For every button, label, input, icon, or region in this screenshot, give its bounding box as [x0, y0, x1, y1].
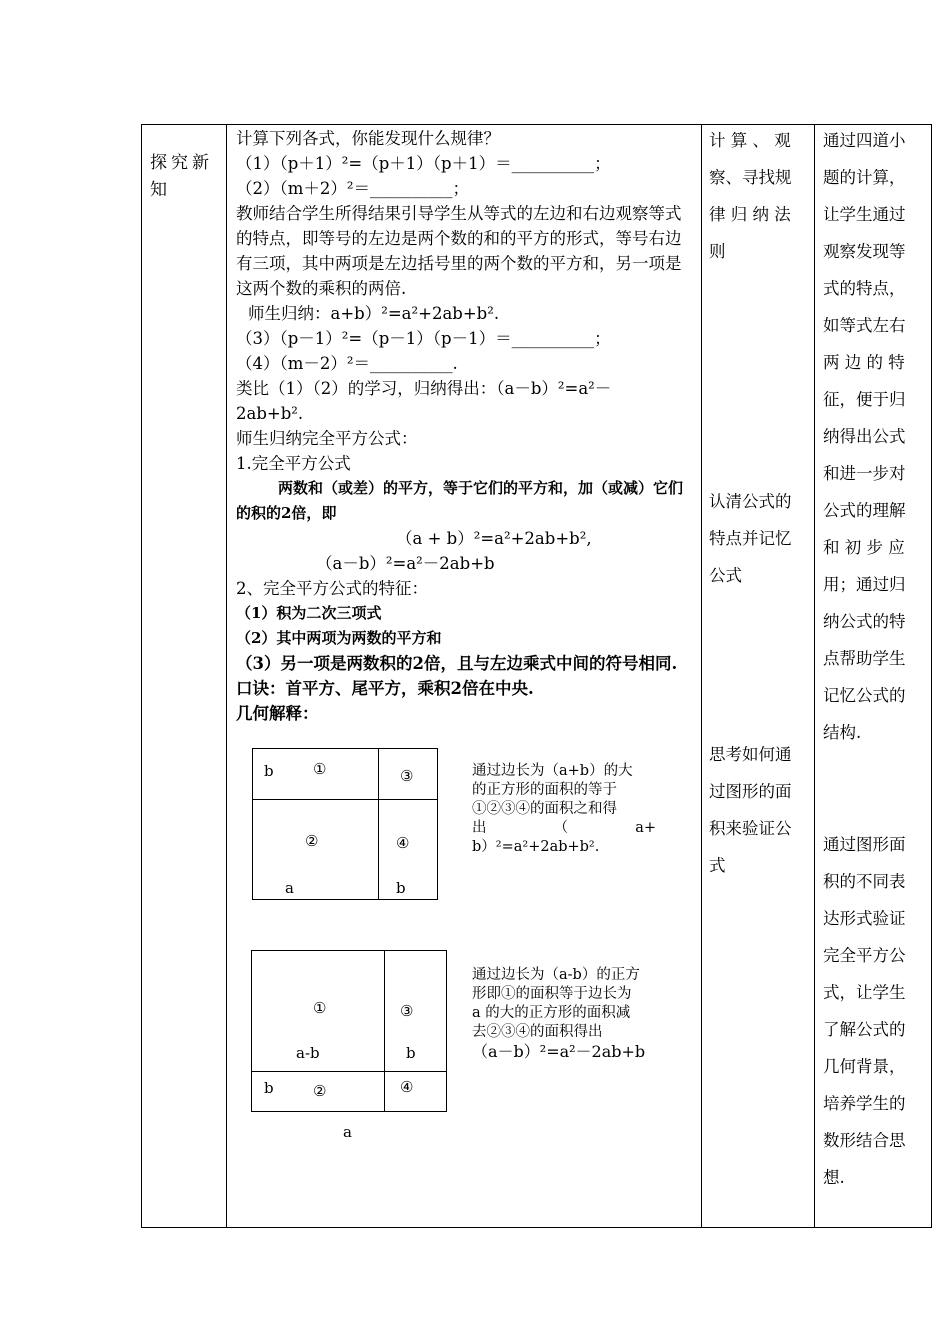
student-activity-2 — [709, 483, 809, 594]
caption-line: 去②③④的面积得出 — [472, 1024, 603, 1040]
diagram-2-caption — [472, 966, 672, 1061]
region-1-label: ① — [313, 999, 327, 1017]
region-3-label: ③ — [400, 1002, 414, 1020]
diagram-line — [252, 799, 438, 800]
diagram-line — [378, 748, 379, 900]
intent-line: 纳公式的特 — [823, 612, 906, 631]
diagram-line — [251, 1071, 447, 1072]
intent-line: 记忆公式的 — [823, 686, 906, 705]
question-3: （3）（p－1）²=（p－1）（p－1）＝__________； — [236, 329, 611, 348]
caption-line: （a－b）²=a²－2ab+b — [472, 1042, 646, 1061]
heading-features: 2、完全平方公式的特征： — [236, 579, 428, 598]
intent-line: 结构. — [823, 723, 862, 742]
intent-line: 观察发现等 — [823, 242, 906, 261]
column-divider — [226, 124, 227, 1228]
geometry-heading: 几何解释： — [236, 704, 319, 723]
activity-line: 计 算 、 观 — [709, 131, 791, 150]
caption-line: a 的大的正方形的面积减 — [472, 1005, 631, 1021]
intent-line: 公式的理解 — [823, 501, 906, 520]
teaching-content — [236, 126, 694, 726]
intent-line: 题的计算， — [823, 168, 906, 187]
intent-line: 通过四道小 — [823, 131, 906, 150]
region-4-label: ④ — [400, 1078, 414, 1096]
section-label: 探究新知 — [150, 153, 213, 200]
label-a: a — [343, 1123, 352, 1141]
region-3-label: ③ — [400, 767, 414, 785]
caption-line: 形即①的面积等于边长为 — [472, 986, 632, 1002]
intent-line: 式，让学生 — [823, 983, 906, 1002]
caption-line: 的正方形的面积的等于 — [472, 782, 617, 798]
summary-2: 师生归纳完全平方公式： — [236, 429, 418, 448]
mnemonic: 口诀：首平方、尾平方，乘积2倍在中央. — [236, 679, 534, 698]
question-4: （4）（m－2）²＝__________. — [236, 354, 458, 373]
column-divider — [701, 124, 702, 1228]
activity-line: 特点并记忆 — [709, 529, 792, 548]
activity-line: 公式 — [709, 566, 742, 585]
summary-1: 师生归纳：a+b）²=a²+2ab+b². — [248, 304, 500, 323]
activity-line: 认清公式的 — [709, 492, 792, 511]
activity-line: 察、寻找规 — [709, 168, 792, 187]
region-4-label: ④ — [396, 834, 410, 852]
analogy-line-2: 2ab+b². — [236, 404, 304, 423]
intent-line: 完全平方公 — [823, 946, 906, 965]
label-b: b — [406, 1044, 416, 1062]
caption-line: b）²=a²+2ab+b². — [472, 839, 600, 855]
label-b: b — [396, 879, 406, 897]
caption-line: 通过边长为（a-b）的正方 — [472, 967, 640, 983]
feature-1: （1）积为二次三项式 — [236, 604, 382, 622]
intent-line: 点帮助学生 — [823, 649, 906, 668]
label-b: b — [264, 1079, 274, 1097]
student-activity-1 — [709, 122, 809, 270]
formula-definition: 两数和（或差）的平方，等于它们的平方和，加（或减）它们的积的2倍，即 — [236, 479, 684, 522]
label-a: a — [285, 879, 294, 897]
intent-line: 通过图形面 — [823, 835, 906, 854]
activity-line: 积来验证公 — [709, 819, 792, 838]
activity-line: 式 — [709, 856, 726, 875]
question-2: （2）（m＋2）²＝__________； — [236, 179, 470, 198]
intent-line: 数形结合思 — [823, 1131, 906, 1150]
region-2-label: ② — [305, 832, 319, 850]
region-2-label: ② — [313, 1082, 327, 1100]
intent-line: 积的不同表 — [823, 872, 906, 891]
activity-line: 律 归 纳 法 — [709, 205, 791, 224]
region-1-label: ① — [313, 760, 327, 778]
design-intent-2 — [823, 826, 927, 1196]
label-a-minus-b: a-b — [296, 1044, 320, 1062]
intent-line: 两 边 的 特 — [823, 353, 905, 372]
intent-line: 几何背景， — [823, 1057, 906, 1076]
intent-line: 和 初 步 应 — [823, 538, 905, 557]
square-diagram-diff — [251, 950, 447, 1112]
intent-line: 让学生通过 — [823, 205, 906, 224]
formula-diff: （a－b）²=a²－2ab+b — [316, 554, 495, 573]
student-activity-3 — [709, 736, 809, 884]
caption-line: 通过边长为（a+b）的大 — [472, 763, 633, 779]
formula-sum: （a + b）²=a²+2ab+b², — [396, 529, 592, 548]
intent-line: 和进一步对 — [823, 464, 906, 483]
caption-line: 出（a+ — [472, 820, 656, 836]
intent-line: 纳得出公式 — [823, 427, 906, 446]
caption-line: ①②③④的面积之和得 — [472, 801, 617, 817]
label-b: b — [264, 762, 274, 780]
intent-line: 征，便于归 — [823, 390, 906, 409]
analogy-line-1: 类比（1）（2）的学习，归纳得出：（a－b）²=a²－ — [236, 379, 612, 398]
intent-line: 达形式验证 — [823, 909, 906, 928]
activity-line: 则 — [709, 242, 726, 261]
feature-2: （2）其中两项为两数的平方和 — [236, 629, 442, 647]
diagram-1-caption — [472, 762, 656, 857]
feature-3: （3）另一项是两数积的2倍，且与左边乘式中间的符号相同. — [236, 654, 678, 673]
intent-line: 了解公式的 — [823, 1020, 906, 1039]
intent-line: 想. — [823, 1168, 845, 1187]
question-1: （1）（p＋1）²=（p＋1）（p＋1）＝__________； — [236, 154, 611, 173]
intent-line: 式的特点， — [823, 279, 906, 298]
design-intent-1 — [823, 122, 927, 751]
intent-line: 培养学生的 — [823, 1094, 906, 1113]
intent-line: 如等式左右 — [823, 316, 906, 335]
activity-line: 过图形的面 — [709, 782, 792, 801]
intro-text: 计算下列各式，你能发现什么规律？ — [236, 129, 500, 148]
heading-formula: 1.完全平方公式 — [236, 454, 351, 473]
diagram-line — [384, 950, 385, 1112]
intent-line: 用；通过归 — [823, 575, 906, 594]
guide-text: 教师结合学生所得结果引导学生从等式的左边和右边观察等式的特点，即等号的左边是两个数的和的平方的形式，等号右边有三项，其中两项是左边括号里的两个数的平方和，另一项是这两个数的乘积的两倍. — [236, 204, 682, 298]
activity-line: 思考如何通 — [709, 745, 792, 764]
column-divider — [814, 124, 815, 1228]
